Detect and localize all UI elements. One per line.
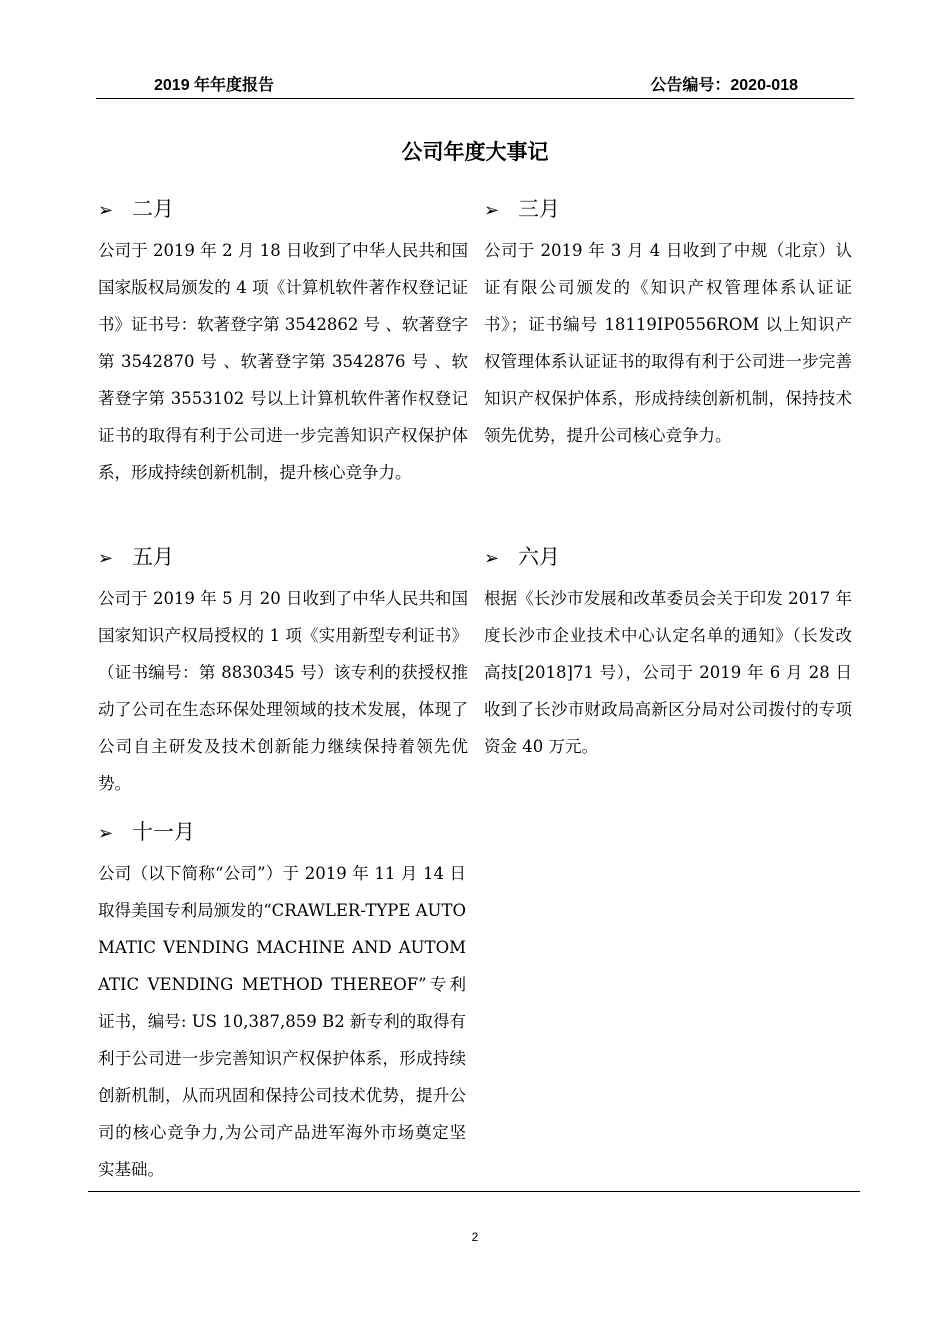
section-month: 二月: [132, 197, 174, 221]
announcement-number-header: 公告编号：2020-018: [650, 77, 798, 94]
report-title-header: 2019 年年度报告: [154, 77, 275, 94]
section-month: 六月: [518, 545, 560, 569]
section-text: 公司（以下简称“公司”）于 2019 年 11 月 14 日取得美国专利局颁发的“CRAWLER-TYPE AUTOMATIC VENDING MACHINE AND AUTOMATIC VENDING METHOD THEREOF”专利证书，编号: US 10,387,859 B2 新专利的取得有利于公司进一步完善知识产权保护体系，形成持续创新机制，从而巩固和保持公司技术优势，提升公司的核心竞争力,为公司产品进军海外市场奠定坚实基础。: [98, 864, 466, 1179]
arrow-bullet-icon: ➢: [98, 200, 114, 221]
section-month: 三月: [518, 197, 560, 221]
arrow-bullet-icon: ➢: [484, 200, 500, 221]
section-march: [484, 192, 852, 454]
section-heading: [98, 540, 468, 574]
header-divider: [96, 98, 854, 99]
section-june: [484, 540, 852, 765]
arrow-bullet-icon: ➢: [484, 548, 500, 569]
section-text: 公司于 2019 年 2 月 18 日收到了中华人民共和国国家版权局颁发的 4 项《计算机软件著作权登记证书》证书号：软著登字第 3542862 号 、软著登字第 3542870 号 、软著登字第 3542876 号 、软著登字第 3553102 号以上计算机软件著作权登记证书的取得有利于公司进一步完善知识产权保护体系，形成持续创新机制，提升核心竞争力。: [98, 241, 468, 482]
section-may: [98, 540, 468, 802]
section-november: [98, 815, 466, 1188]
arrow-bullet-icon: ➢: [98, 548, 114, 569]
section-heading: [98, 192, 468, 226]
footer-divider: [88, 1191, 860, 1192]
section-text: 公司于 2019 年 5 月 20 日收到了中华人民共和国国家知识产权局授权的 1 项《实用新型专利证书》（证书编号：第 8830345 号）该专利的获授权推动了公司在生态环保处理领域的技术发展，体现了公司自主研发及技术创新能力继续保持着领先优势。: [98, 589, 468, 793]
section-text: 根据《长沙市发展和改革委员会关于印发 2017 年度长沙市企业技术中心认定名单的通知》（长发改高技[2018]71 号），公司于 2019 年 6 月 28 日收到了长沙市财政局高新区分局对公司拨付的专项资金 40 万元。: [484, 589, 852, 756]
page-title: 公司年度大事记: [401, 140, 549, 164]
section-text: 公司于 2019 年 3 月 4 日收到了中规（北京）认证有限公司颁发的《知识产权管理体系认证证书》；证书编号 18119IP0556ROM 以上知识产权管理体系认证证书的取得有利于公司进一步完善知识产权保护体系，形成持续创新机制，保持技术领先优势，提升公司核心竞争力。: [484, 241, 852, 445]
section-heading: [484, 192, 852, 226]
section-february: [98, 192, 468, 491]
page-number: 2: [471, 1230, 479, 1244]
section-heading: [98, 815, 466, 849]
arrow-bullet-icon: ➢: [98, 823, 114, 844]
section-month: 五月: [132, 545, 174, 569]
section-heading: [484, 540, 852, 574]
section-month: 十一月: [132, 820, 195, 844]
